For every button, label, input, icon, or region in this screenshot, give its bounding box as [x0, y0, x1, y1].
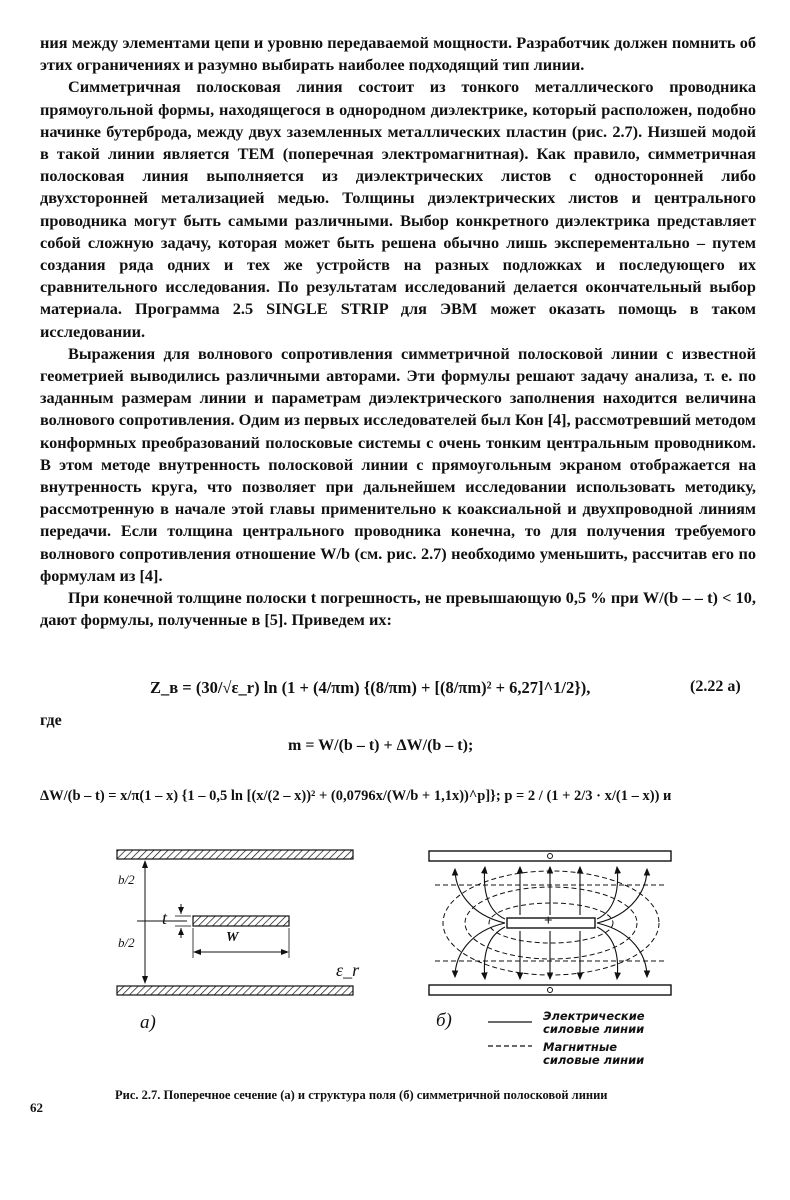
where-label: где [40, 712, 62, 729]
figure-a-cross-section [105, 842, 365, 1007]
paragraph-impedance-expressions: Выражения для волнового сопротивления симметричной полосковой линии с известной геометрией выводились различными авторами. Эти формулы решают задачу анализа, т. е. по заданным размерам линии и параметрам диэлектрического заполнения находится величина волнового сопротивления. Одим из первых исследователей был Кон [4], рассмотревший методом конформных преобразований полосковые системы с очень тонким центральным проводником. В этом методе внутренность полосковой линии с прямоугольным экраном отображается на внутренность круга, что позволяет при дальнейшем исследовании использовать методику, рассмотренную в начале этой главы применительно к коаксиальной и двухпроводной линиям передачи. Если толщина центрального проводника конечна, то для получения требуемого волнового сопротивления отношение W/b (см. рис. 2.7) необходимо уменьшить, рассчитав его по формулам из [4]. [40, 343, 756, 585]
legend-magnetic: Магнитные силовые линии [543, 1040, 645, 1067]
legend-electric: Электрические силовые линии [543, 1009, 645, 1036]
paragraph-continuation: ния между элементами цепи и уровню передаваемой мощности. Разработчик должен помнить об этих ограничениях и разумно выбирать наиболее подходящий тип линии. [40, 33, 756, 75]
equation-m: m = W/(b – t) + ΔW/(b – t); [288, 737, 474, 754]
paragraph-stripline-description: Симметричная полосковая линия состоит из тонкого металлического проводника прямоугольной формы, находящегося в однородном диэлектрике, который расположен, подобно начинке бутерброда, между двух заземленных металлических пластин (рис. 2.7). Низшей модой в такой линии является ТЕМ (поперечная электромагнитная). Как правило, симметричная полосковая линия выполняется из диэлектрических листов с односторонней либо двухсторонней метализацией медью. Толщины диэлектрических листов и центрального проводника могут быть самыми различными. Выбор конкретного диэлектрика представляет собой сложную задачу, которая может быть решена обычно лишь эксперементально – путем создания ряда одних и тех же устройств на разных подложках и последующего их сравнительного исследования. По результатам исследований делается окончательный выбор материала. Программа 2.5 SINGLE STRIP для ЭВМ может оказать помощь в таком исследовании. [40, 77, 756, 341]
page-number: 62 [30, 1100, 43, 1115]
figure-a-label: а) [140, 1012, 156, 1033]
paragraph-finite-thickness: При конечной толщине полоски t погрешность, не превышающую 0,5 % при W/(b – – t) < 10, дают формулы, полученные в [5]. Приведем их: [40, 588, 756, 630]
dim-w: W [226, 930, 239, 945]
plus-sign: + [544, 913, 553, 929]
equation-number: (2.22 a) [690, 678, 741, 695]
bottom-ground-plate [117, 986, 353, 995]
figure-b-label: б) [436, 1010, 452, 1031]
equation-2-22a: Z_в = (30/√ε_r) ln (1 + (4/πm) {(8/πm) + [(8/πm)² + 6,27]^1/2}), [150, 678, 591, 697]
legend-lines [488, 1012, 538, 1052]
eps-label: ε_r [336, 960, 360, 980]
dim-half-b-bottom: b/2 [118, 935, 135, 950]
figure-caption: Рис. 2.7. Поперечное сечение (а) и структура поля (б) симметричной полосковой линии [115, 1088, 608, 1102]
center-strip [193, 916, 289, 926]
top-ground-plate [117, 850, 353, 859]
equation-delta-w: ΔW/(b – t) = x/π(1 – x) {1 – 0,5 ln [(x/(2 – x))² + (0,0796x/(W/b + 1,1x))^p]}; p = 2 / (1 + 2/3 · x/(1 – x)) и [40, 788, 672, 804]
dim-t: t [162, 908, 168, 928]
dim-half-b-top: b/2 [118, 872, 135, 887]
body-text-top [40, 32, 756, 631]
